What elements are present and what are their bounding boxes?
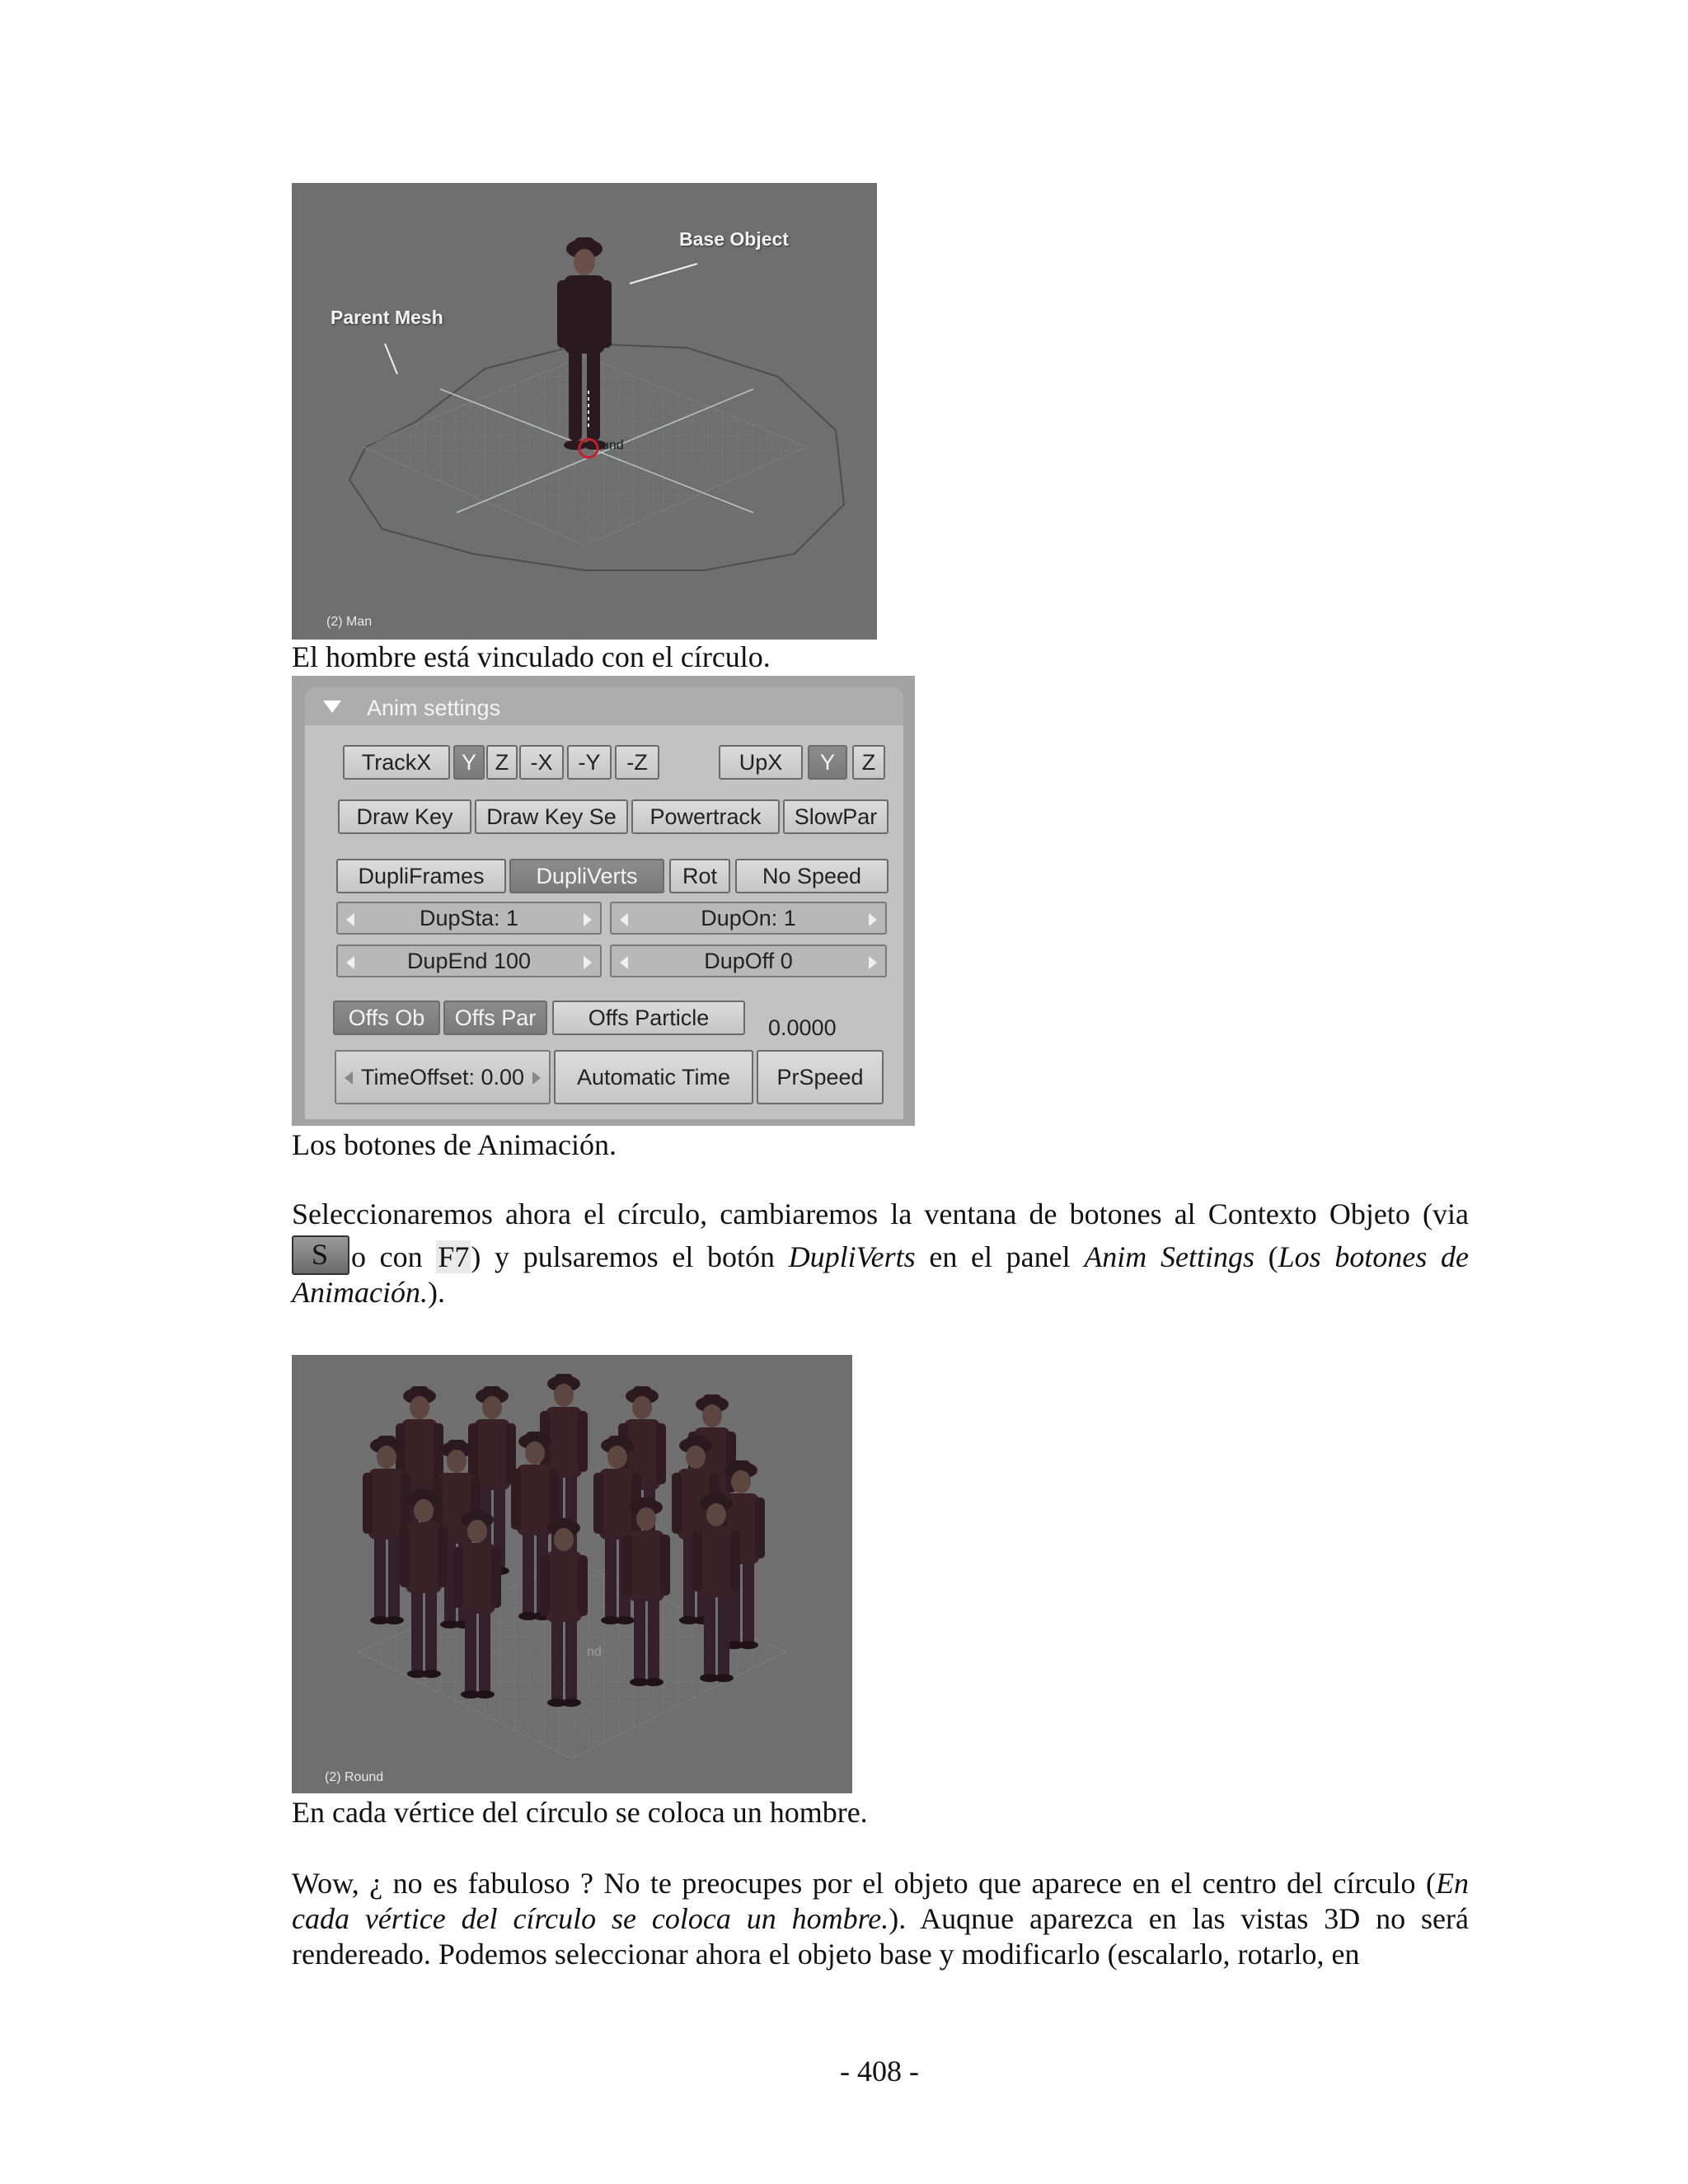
object-label-round: nd: [587, 1645, 602, 1659]
dupon-value: DupOn: 1: [701, 906, 796, 930]
track-z-button[interactable]: Z: [486, 745, 518, 780]
track-neg-z-button[interactable]: -Z: [615, 745, 659, 780]
viewport-corner-label: (2) Round: [325, 1770, 384, 1784]
up-z-button[interactable]: Z: [852, 745, 885, 780]
page-number: - 408 -: [840, 2055, 919, 2088]
dupliframes-button[interactable]: DupliFrames: [336, 859, 506, 893]
callout-parent-mesh: Parent Mesh: [331, 307, 443, 328]
panel-header[interactable]: [305, 687, 903, 725]
increment-arrow-icon[interactable]: [584, 956, 592, 969]
offs-ob-button[interactable]: Offs Ob: [333, 1001, 440, 1035]
slowpar-button[interactable]: SlowPar: [783, 799, 889, 834]
anim-settings-panel-figure: [292, 676, 915, 1126]
paragraph1-line3: Animación.).: [292, 1276, 445, 1309]
object-context-icon[interactable]: S: [292, 1235, 349, 1275]
panel-title: Anim settings: [367, 696, 501, 720]
trackx-button[interactable]: TrackX: [343, 745, 450, 780]
timeoffset-value: TimeOffset: 0.00: [360, 1065, 525, 1090]
callout-base-object: Base Object: [679, 228, 789, 250]
offs-par-button[interactable]: Offs Par: [443, 1001, 547, 1035]
paragraph-wow: [292, 1866, 1469, 1972]
increment-arrow-icon[interactable]: [584, 913, 592, 926]
anim-settings-panel: [305, 687, 903, 1119]
object-label-round: und: [602, 438, 624, 452]
increment-arrow-icon[interactable]: [869, 956, 877, 969]
decrement-arrow-icon[interactable]: [346, 956, 354, 969]
no-speed-button[interactable]: No Speed: [735, 859, 889, 893]
paragraph1-line2: S o con F7) y pulsaremos el botón DupliVerts en el panel Anim Settings (Los botones de: [292, 1235, 1469, 1275]
increment-arrow-icon[interactable]: [532, 1071, 541, 1085]
offs-particle-button[interactable]: Offs Particle: [552, 1001, 745, 1035]
paragraph-select-circle: [292, 1197, 1469, 1310]
figure1-caption: El hombre está vinculado con el círculo.: [292, 640, 771, 673]
f7-key: F7: [438, 1240, 470, 1273]
upx-button[interactable]: UpX: [719, 745, 803, 780]
draw-key-sel-button[interactable]: Draw Key Se: [475, 799, 628, 834]
paragraph1-ref-part1: Los botones de: [1278, 1240, 1470, 1273]
offs-value: 0.0000: [768, 1015, 837, 1040]
figure-dupliverts-viewport: [292, 1355, 852, 1793]
dupend-value: DupEnd 100: [406, 949, 532, 973]
track-neg-x-button[interactable]: -X: [519, 745, 564, 780]
track-y-button[interactable]: Y: [453, 745, 485, 780]
paragraph1-ref-part2: Animación.: [292, 1276, 428, 1309]
scene-illustration: [292, 183, 877, 640]
automatic-time-button[interactable]: Automatic Time: [554, 1050, 753, 1104]
figure2-caption: Los botones de Animación.: [292, 1128, 617, 1161]
dupon-field[interactable]: [610, 902, 887, 935]
decrement-arrow-icon[interactable]: [620, 956, 628, 969]
decrement-arrow-icon[interactable]: [345, 1071, 353, 1085]
paragraph2-text-a: Wow, ¿ no es fabuloso ? No te preocupes por el objeto que aparece en el centro del círculo (: [292, 1867, 1436, 1900]
up-y-button[interactable]: Y: [808, 745, 847, 780]
dupsta-field[interactable]: [336, 902, 602, 935]
dupend-field[interactable]: [336, 944, 602, 977]
dupoff-field[interactable]: [610, 944, 887, 977]
draw-key-button[interactable]: Draw Key: [338, 799, 471, 834]
viewport-corner-label: (2) Man: [326, 615, 373, 629]
figure3-caption: En cada vértice del círculo se coloca un hombre.: [292, 1796, 868, 1829]
rot-button[interactable]: Rot: [669, 859, 730, 893]
decrement-arrow-icon[interactable]: [346, 913, 354, 926]
dupoff-value: DupOff 0: [704, 949, 793, 973]
collapse-triangle-icon[interactable]: [323, 701, 341, 713]
dupsta-value: DupSta: 1: [419, 906, 519, 930]
decrement-arrow-icon[interactable]: [620, 913, 628, 926]
increment-arrow-icon[interactable]: [869, 913, 877, 926]
prspeed-button[interactable]: PrSpeed: [757, 1050, 884, 1104]
timeoffset-field[interactable]: [335, 1050, 551, 1104]
paragraph2-text-b: ). Auqnue aparezca en las vistas 3D no será rendereado. Podemos seleccionar ahora el objeto base y modificarlo (escalarlo, rotarlo, en: [292, 1902, 1470, 1971]
paragraph1-line1: Seleccionaremos ahora el círculo, cambiaremos la ventana de botones al Contexto Objeto (via: [292, 1197, 1469, 1230]
track-neg-y-button[interactable]: -Y: [567, 745, 612, 780]
figure-parent-mesh-viewport: [292, 183, 877, 640]
dupliverts-scene: [292, 1355, 852, 1793]
dupliverts-button[interactable]: DupliVerts: [509, 859, 664, 893]
powertrack-button[interactable]: Powertrack: [631, 799, 780, 834]
paragraph2-ref: En cada vértice del círculo se coloca un hombre.: [292, 1867, 1469, 1935]
